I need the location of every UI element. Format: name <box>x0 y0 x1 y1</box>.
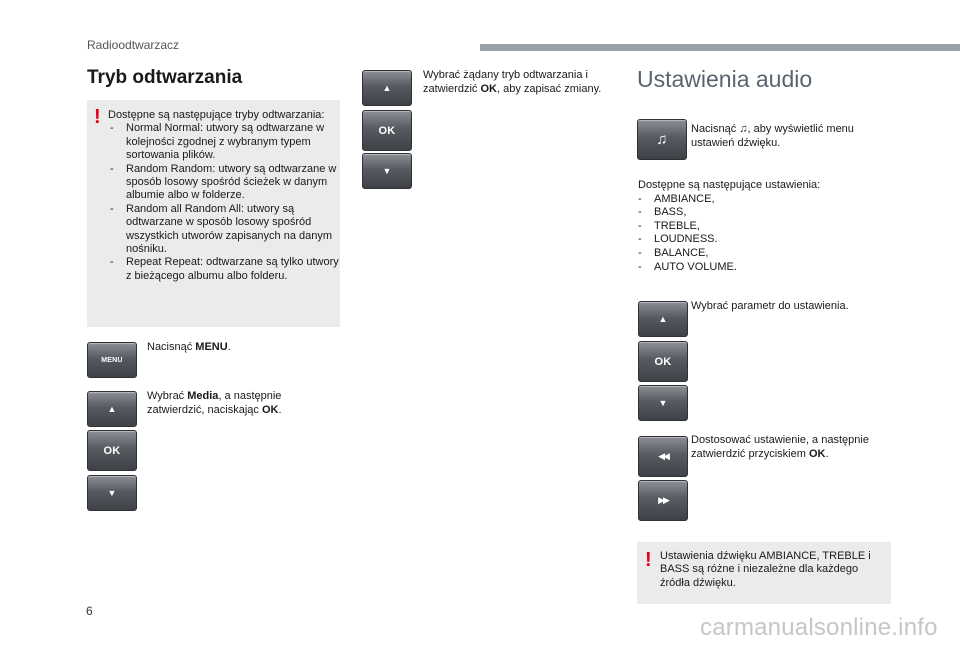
left-down-button[interactable] <box>87 475 137 511</box>
step-press-audio: Nacisnąć ♫, aby wyświetlić menu ustawień dźwięku. <box>691 123 854 149</box>
list-item: - BASS, <box>638 206 820 220</box>
step-select-mode: Wybrać żądany tryb odtwarzania i zatwierdzić OK, aby zapisać zmiany. <box>423 69 602 95</box>
list-item: - LOUDNESS. <box>638 233 820 247</box>
left-ok-button[interactable] <box>87 430 137 471</box>
music-note-icon: ♫ <box>656 131 668 148</box>
list-item: - AMBIANCE, <box>638 193 820 207</box>
play-modes-note <box>87 100 340 327</box>
right-section-title: Ustawienia audio <box>637 66 813 92</box>
list-item: - AUTO VOLUME. <box>638 261 820 275</box>
middle-down-button[interactable] <box>362 153 412 189</box>
watermark: carmanualsonline.info <box>700 614 938 641</box>
menu-button[interactable] <box>87 342 137 378</box>
audio-settings-button[interactable] <box>637 119 687 160</box>
play-modes-note-text <box>108 109 340 283</box>
right-ok-button[interactable] <box>638 341 688 382</box>
list-item: - Normal Normal: utwory są odtwarzane w kolejności zgodnej z wybranym typem sortowania plików. <box>108 122 340 162</box>
arrow-up-icon: ▲ <box>658 313 668 324</box>
ok-button-label: OK <box>378 124 396 137</box>
left-section-title: Tryb odtwarzania <box>87 67 243 88</box>
list-item: - Random Random: utwory są odtwarzane w sposób losowy spośród ścieżek w danym albumie albo w folderze. <box>108 163 340 203</box>
settings-list-intro: Dostępne są następujące ustawienia: <box>638 179 821 191</box>
list-item: - Repeat Repeat: odtwarzane są tylko utwory z bieżącego albumu albo folderu. <box>108 256 340 283</box>
step-select-parameter: Wybrać parametr do ustawienia. <box>691 300 849 312</box>
menu-button-label: MENU <box>101 356 123 364</box>
ok-button-label: OK <box>654 355 672 368</box>
page-number: 6 <box>86 604 93 618</box>
forward-button[interactable] <box>638 480 688 521</box>
play-modes-list <box>108 122 340 283</box>
play-modes-intro: Dostępne są następujące tryby odtwarzania: <box>108 109 325 121</box>
list-item: - BALANCE, <box>638 247 820 261</box>
arrow-down-icon: ▼ <box>658 397 668 408</box>
arrow-down-icon: ▼ <box>107 487 117 498</box>
warning-icon: ! <box>645 549 652 571</box>
ok-button-label: OK <box>103 444 121 457</box>
warning-icon: ! <box>94 106 101 128</box>
right-down-button[interactable] <box>638 385 688 421</box>
step-adjust-setting: Dostosować ustawienie, a następnie zatwierdzić przyciskiem OK. <box>691 434 869 460</box>
middle-ok-button[interactable] <box>362 110 412 151</box>
step-select-media: Wybrać Media, a następnie zatwierdzić, naciskając OK. <box>147 390 282 416</box>
arrow-up-icon: ▲ <box>107 403 117 414</box>
middle-up-button[interactable] <box>362 70 412 106</box>
arrow-down-icon: ▼ <box>382 165 392 176</box>
rewind-icon: ◀◀ <box>658 451 668 461</box>
audio-source-note <box>637 542 891 604</box>
list-item: - TREBLE, <box>638 220 820 234</box>
section-header: Radioodtwarzacz <box>87 38 180 52</box>
right-up-button[interactable] <box>638 301 688 337</box>
audio-source-note-text: Ustawienia dźwięku AMBIANCE, TREBLE i BASS są różne i niezależne dla każdego źródła dźwięku. <box>660 550 871 589</box>
arrow-up-icon: ▲ <box>382 82 392 93</box>
audio-settings-list <box>638 179 820 274</box>
rewind-button[interactable] <box>638 436 688 477</box>
music-note-icon: ♫ <box>739 123 748 135</box>
list-item: - Random all Random All: utwory są odtwarzane w sposób losowy spośród wszystkich utworów zapisanych na danym nośniku. <box>108 203 340 257</box>
header-bar <box>480 44 960 51</box>
step-press-menu: Nacisnąć MENU. <box>147 341 231 353</box>
fast-forward-icon: ▶▶ <box>658 495 668 505</box>
left-up-button[interactable] <box>87 391 137 427</box>
